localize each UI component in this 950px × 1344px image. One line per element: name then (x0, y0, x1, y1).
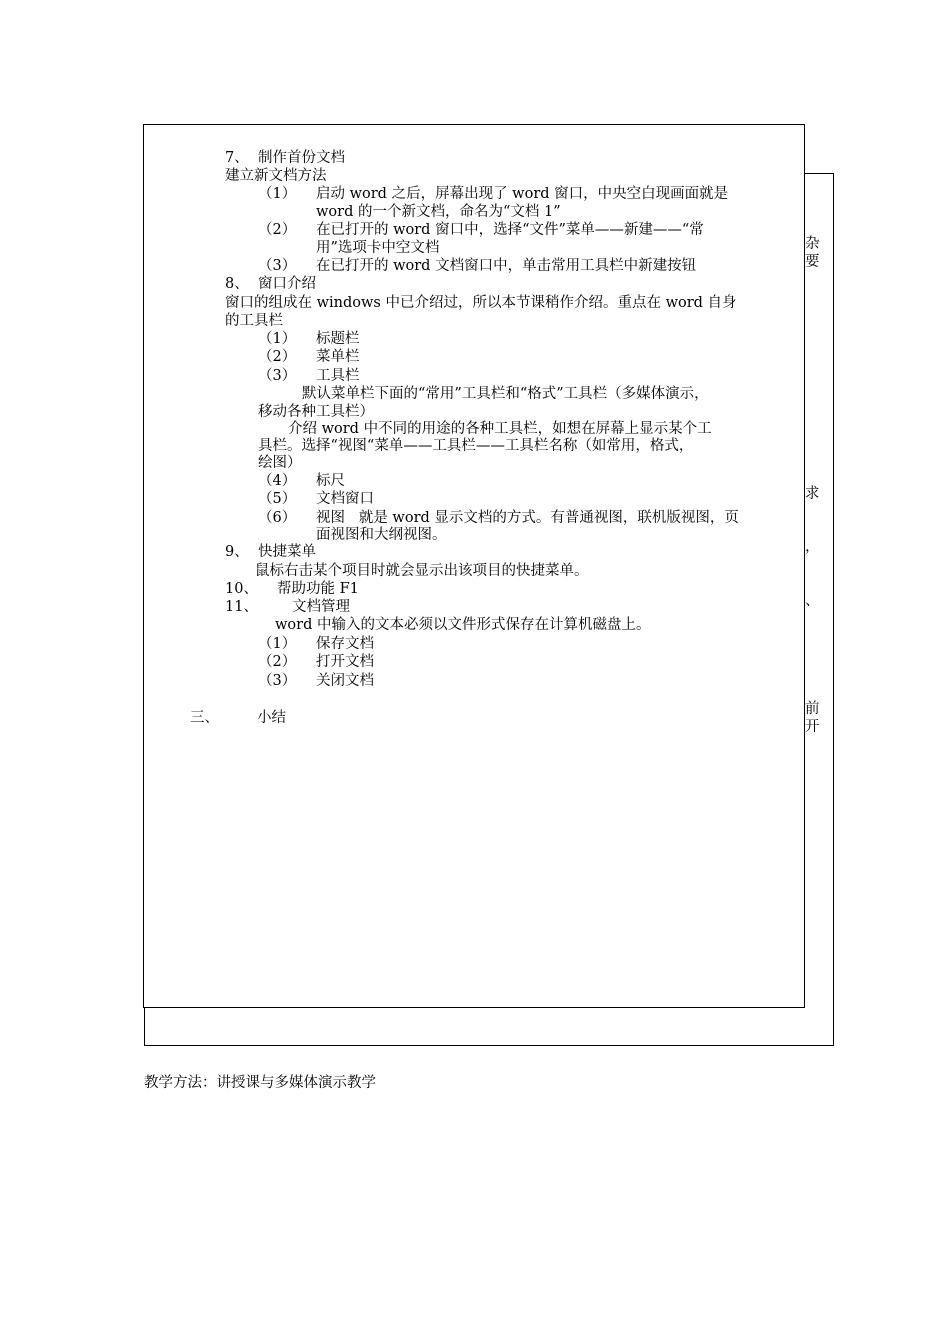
side-char: ， (805, 539, 820, 555)
toolbar-note: 默认菜单栏下面的“常用”工具栏和“格式”工具栏（多媒体演示， (302, 386, 709, 402)
item-number: （1） (258, 331, 297, 347)
item-text: 启动 word 之后，屏幕出现了 word 窗口，中央空白现画面就是 (316, 186, 729, 202)
section11-number: 11、 (225, 599, 258, 615)
item-text: 打开文档 (316, 654, 374, 670)
section8-intro: 窗口的组成在 windows 中已介绍过，所以本节课稍作介绍。重点在 word 自身 (225, 295, 737, 311)
item-text: 标题栏 (316, 331, 360, 347)
item-number: （2） (258, 654, 297, 670)
toolbar-note: 移动各种工具栏） (258, 404, 374, 420)
section10-text: 帮助功能 F1 (277, 581, 359, 597)
section8-intro: 的工具栏 (225, 313, 283, 329)
section11-desc: word 中输入的文本必须以文件形式保存在计算机磁盘上。 (275, 617, 651, 633)
item-number: （5） (258, 491, 297, 507)
item-number: （1） (258, 636, 297, 652)
item-number: （3） (258, 258, 297, 274)
item-number: （6） (258, 510, 297, 526)
section7-subheading: 建立新文档方法 (225, 168, 327, 184)
side-char: 杂 (805, 236, 820, 252)
side-char: 求 (805, 486, 820, 502)
item-text: 视图 就是 word 显示文档的方式。有普通视图，联机版视图，页 (316, 510, 739, 526)
toolbar-note: 绘图） (258, 455, 302, 471)
item-number: （4） (258, 473, 297, 489)
side-char: 、 (805, 593, 820, 609)
section9-text: 鼠标右击某个项目时就会显示出该项目的快捷菜单。 (255, 563, 589, 579)
toolbar-note: 介绍 word 中不同的用途的各种工具栏，如想在屏幕上显示某个工 (288, 421, 712, 437)
item-number: （2） (258, 222, 297, 238)
item-number: （2） (258, 349, 297, 365)
summary-number: 三、 (190, 710, 219, 726)
side-char: 要 (805, 254, 820, 270)
section10-number: 10、 (225, 581, 258, 597)
item-text: 面视图和大纲视图。 (316, 527, 447, 543)
teaching-method: 教学方法：讲授课与多媒体演示教学 (144, 1075, 376, 1091)
item-text: 文档窗口 (316, 491, 374, 507)
section8-heading: 8、 窗口介绍 (225, 276, 316, 292)
side-char: 前 (805, 701, 820, 717)
section9-heading: 9、 快捷菜单 (225, 544, 316, 560)
item-text: 在已打开的 word 文档窗口中，单击常用工具栏中新建按钮 (316, 258, 697, 274)
item-text: word 的一个新文档，命名为“文档 1” (316, 204, 561, 220)
item-text: 标尺 (316, 473, 345, 489)
section11-text: 文档管理 (292, 599, 350, 615)
toolbar-note: 具栏。选择“视图“菜单——工具栏——工具栏名称（如常用，格式， (258, 438, 694, 454)
item-text: 工具栏 (316, 368, 360, 384)
item-text: 关闭文档 (316, 673, 374, 689)
summary-title: 小结 (257, 710, 286, 726)
side-char: 开 (805, 719, 820, 735)
item-text: 保存文档 (316, 636, 374, 652)
item-number: （3） (258, 368, 297, 384)
item-number: （1） (258, 186, 297, 202)
section7-heading: 7、 制作首份文档 (225, 150, 345, 166)
item-text: 在已打开的 word 窗口中，选择“文件”菜单——新建——“常 (316, 222, 704, 238)
item-text: 菜单栏 (316, 349, 360, 365)
item-number: （3） (258, 673, 297, 689)
item-text: 用”选项卡中空文档 (316, 240, 440, 256)
